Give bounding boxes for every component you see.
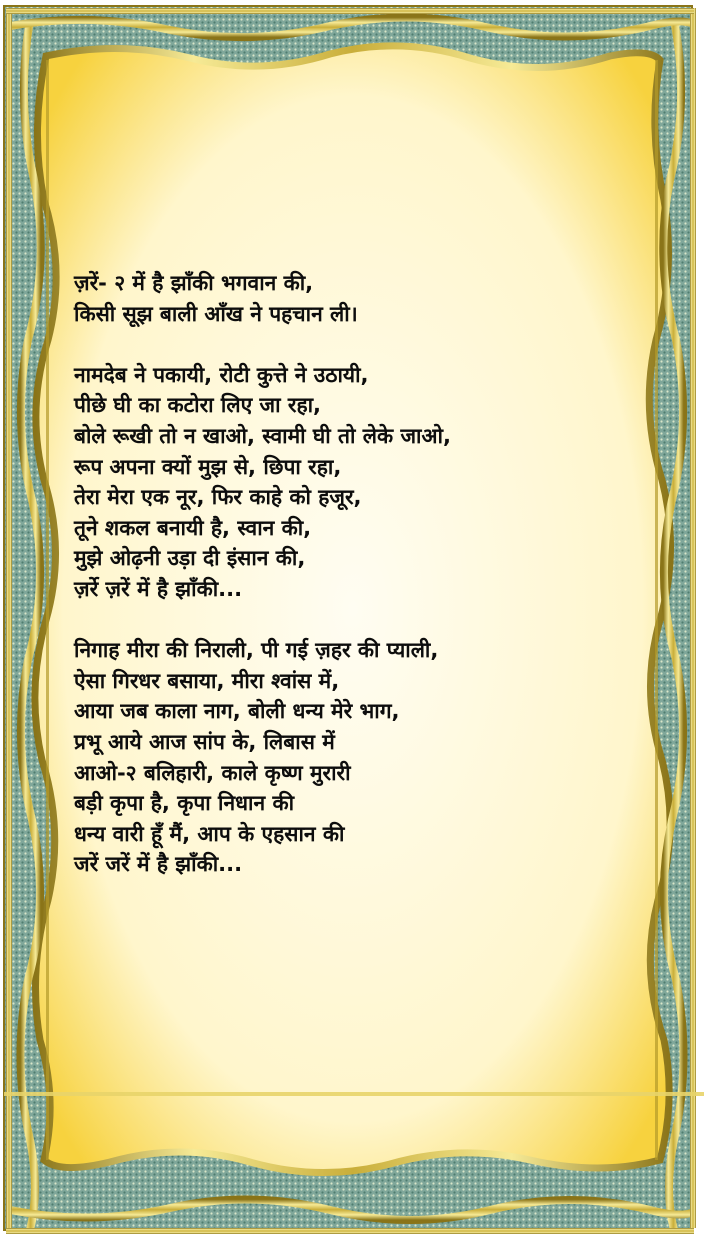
poem-line: निगाह मीरा की निराली, पी गई ज़हर की प्याली,	[74, 638, 439, 663]
poem-line: आओ-२ बलिहारी, काले कृष्ण मुरारी	[74, 760, 351, 785]
poem-line: तेरा मेरा एक नूर, फिर काहे को हजूर,	[74, 485, 362, 510]
poem-line: धन्य वारी हूँ मैं, आप के एहसान की	[74, 821, 345, 846]
poem-line: रूप अपना क्यों मुझ से, छिपा रहा,	[74, 454, 342, 479]
poem-line: किसी सूझ बाली आँख ने पहचान ली।	[74, 301, 358, 326]
poem-line: पीछे घी का कटोरा लिए जा रहा,	[74, 393, 322, 418]
poem-line: आया जब काला नाग, बोली धन्य मेरे भाग,	[74, 699, 400, 724]
poem-line: जरें जरें में है झाँकी...	[74, 852, 243, 877]
poem-line: ज़रें- २ में है झाँकी भगवान की,	[74, 271, 314, 295]
stanza-3	[74, 635, 634, 880]
poem-line: बोले रूखी तो न खाओ, स्वामी घी तो लेके जाओ,	[74, 423, 451, 448]
poem-line: ज़र्रे ज़रें में है झाँकी...	[74, 576, 243, 601]
poem-line: ऐसा गिरधर बसाया, मीरा श्वांस में,	[74, 668, 340, 693]
stanza-gap	[74, 605, 634, 636]
stanza-gap	[74, 329, 634, 360]
poem-text	[74, 268, 634, 880]
poem-line: नामदेब ने पकायी, रोटी कुत्ते ने उठायी,	[74, 362, 369, 387]
poem-line: बड़ी कृपा है, कृपा निधान की	[74, 791, 295, 816]
poem-line: तूने शकल बनायी है, स्वान की,	[74, 515, 312, 540]
stanza-1	[74, 268, 634, 329]
poem-line: प्रभू आये आज सांप के, लिबास में	[74, 729, 335, 754]
poem-line: मुझे ओढ़नी उड़ा दी इंसान की,	[74, 546, 306, 571]
stanza-2	[74, 360, 634, 605]
